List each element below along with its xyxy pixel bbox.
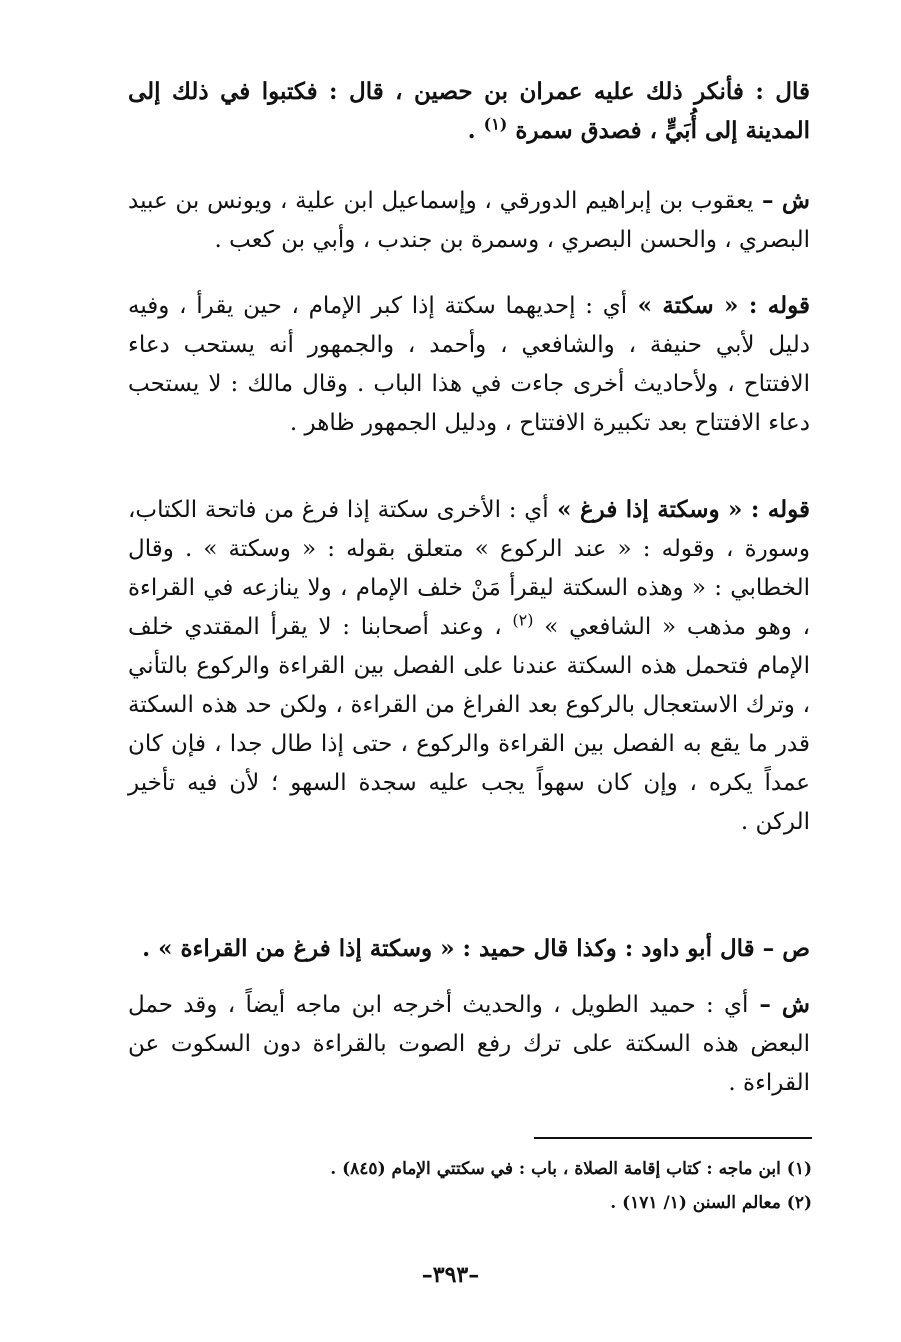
paragraph-3: [128, 286, 810, 443]
footnotes: [128, 1152, 812, 1220]
paragraph-2-lead: ش –: [753, 187, 810, 214]
page-number: –٣٩٣–: [421, 1262, 480, 1288]
paragraph-4-tail: ، وعند أصحابنا : لا يقرأ المقتدي خلف الإمام فتحمل هذه السكتة عندنا على الفصل بين القراءة والركوع بالتأني ، وترك الاستعجال بالركوع بعد الفراغ من القراءة ، ولكن حد هذه السكتة قدر ما يقع به الفصل بين القراءة والركوع ، حتى إذا طال جدا ، فإن كان عمداً يكره ، وإن كان سهواً يجب عليه سجدة السهو ؛ لأن فيه تأخير الركن .: [128, 614, 810, 835]
paragraph-4-text: أي : الأخرى سكتة إذا فرغ من فاتحة الكتاب، وسورة ، وقوله : « عند الركوع » متعلق بقوله : « وسكتة » . وقال الخطابي : « وهذه السكتة ليقرأ مَنْ خلف الإمام ، ولا ينازعه في القراءة ، وهو مذهب « الشافعي »: [128, 497, 811, 640]
paragraph-2: [128, 181, 810, 260]
footnote-ref-2: (٢): [512, 610, 534, 630]
paragraph-6-text: أي : حميد الطويل ، والحديث أخرجه ابن ماجه أيضاً ، وقد حمل البعض هذه السكتة على ترك رفع الصوت بالقراءة دون السكوت عن القراءة .: [128, 992, 810, 1096]
footnote-divider: [534, 1137, 812, 1139]
paragraph-4: [128, 490, 810, 842]
paragraph-1-tail: .: [467, 117, 476, 144]
paragraph-6: [128, 985, 810, 1103]
paragraph-1: [128, 72, 810, 150]
paragraph-5-lead: ص – قال أبو داود : وكذا قال حميد : « وسكتة إذا فرغ من القراءة » .: [142, 935, 810, 962]
paragraph-3-lead: قوله : « سكتة »: [627, 292, 810, 319]
paragraph-6-lead: ش –: [748, 991, 810, 1018]
paragraph-3-text: أي : إحديهما سكتة إذا كبر الإمام ، حين يقرأ ، وفيه دليل لأبي حنيفة ، والشافعي ، وأحمد ، والجمهور أنه يستحب دعاء الافتتاح ، ولأحاديث أخرى جاءت في هذا الباب . وقال مالك : لا يستحب دعاء الافتتاح بعد تكبيرة الافتتاح ، ودليل الجمهور ظاهر .: [128, 293, 810, 436]
paragraph-5: [128, 929, 810, 968]
footnote-2: (٢) معالم السنن (١/ ١٧١) .: [610, 1193, 812, 1213]
paragraph-1-text: قال : فأنكر ذلك عليه عمران بن حصين ، قال : فكتبوا في ذلك إلى المدينة إلى أُبَيٍّ ، فصدق سمرة: [128, 78, 810, 144]
footnote-ref-1: (١): [483, 114, 508, 134]
footnote-1: (١) ابن ماجه : كتاب إقامة الصلاة ، باب : في سكتتي الإمام (٨٤٥) .: [330, 1159, 812, 1179]
paragraph-2-text: يعقوب بن إبراهيم الدورقي ، وإسماعيل ابن علية ، ويونس بن عبيد البصري ، والحسن البصري ، وسمرة بن جندب ، وأبي بن كعب .: [128, 188, 810, 253]
paragraph-4-lead: قوله : « وسكتة إذا فرغ »: [548, 496, 810, 523]
